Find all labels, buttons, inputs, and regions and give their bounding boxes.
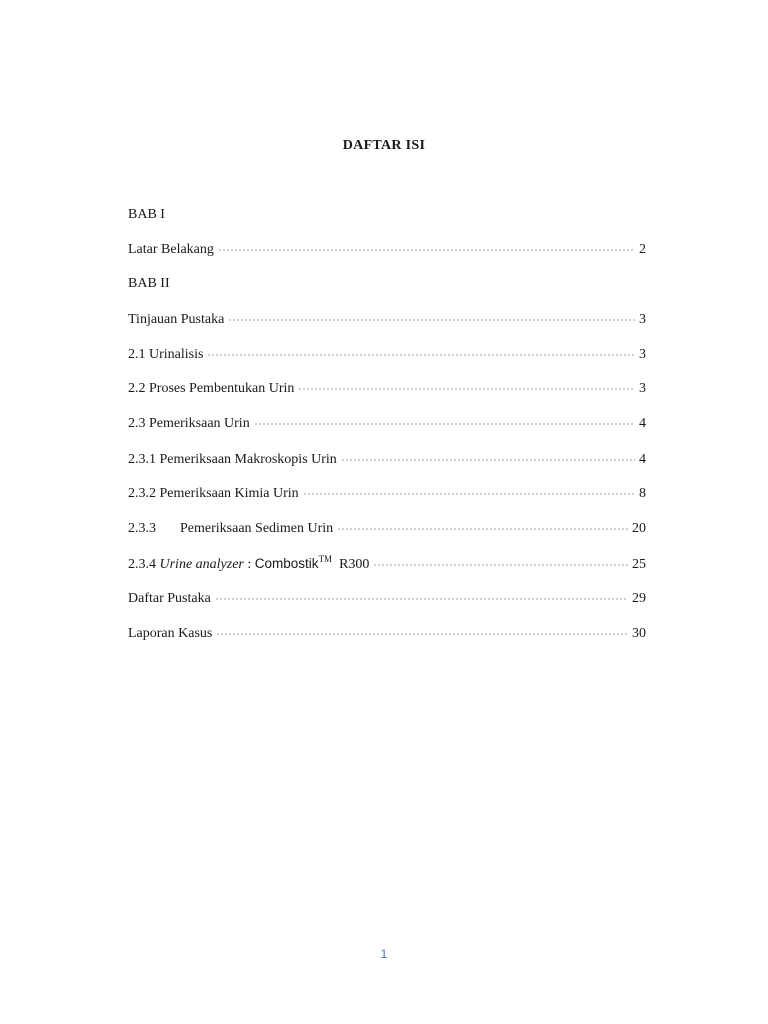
dot-leader	[216, 633, 628, 635]
toc-entry	[128, 556, 646, 576]
dot-leader	[254, 423, 635, 425]
page-title: DAFTAR ISI	[342, 138, 426, 153]
toc-entry	[128, 486, 646, 506]
dot-leader	[298, 388, 635, 390]
toc-entry-label: 2.3 Pemeriksaan Urin	[128, 416, 250, 431]
toc-entry-label: 2.3.2 Pemeriksaan Kimia Urin	[128, 486, 299, 501]
toc-entry-page: 25	[632, 557, 646, 572]
toc-entry-page: 3	[639, 347, 646, 362]
dot-leader	[337, 528, 628, 530]
toc-entry-separator: :	[247, 557, 252, 572]
toc-entry-page: 3	[639, 381, 646, 396]
trademark-mark: TM	[318, 554, 333, 564]
dot-leader	[303, 493, 635, 495]
toc-entry-label: Laporan Kasus	[128, 626, 213, 641]
toc-entry-page: 2	[639, 242, 646, 257]
toc-entry-brand: Combostik	[254, 556, 319, 571]
toc-entry-number: 2.3.3	[128, 521, 156, 536]
section-heading-bab-1: BAB I	[128, 207, 165, 222]
toc-entry	[128, 242, 646, 262]
toc-entry	[128, 312, 646, 332]
toc-entry	[128, 416, 646, 436]
toc-entry-page: 30	[632, 626, 646, 641]
toc-entry	[128, 381, 646, 401]
dot-leader	[228, 319, 635, 321]
toc-entry-label: Latar Belakang	[128, 242, 214, 257]
toc-entry-label: Daftar Pustaka	[128, 591, 211, 606]
toc-entry-page: 4	[639, 452, 646, 467]
toc-entry	[128, 591, 646, 611]
toc-entry-page: 4	[639, 416, 646, 431]
dot-leader	[341, 459, 635, 461]
toc-entry-label	[128, 521, 333, 537]
toc-entry-label: 2.2 Proses Pembentukan Urin	[128, 381, 295, 396]
toc-entry-model: R300	[339, 557, 370, 572]
toc-entry-label: 2.3.1 Pemeriksaan Makroskopis Urin	[128, 452, 337, 467]
section-heading-bab-2: BAB II	[128, 276, 170, 291]
toc-entry-page: 8	[639, 486, 646, 501]
toc-entry-label: Tinjauan Pustaka	[128, 312, 225, 327]
toc-entry	[128, 347, 646, 367]
toc-entry	[128, 626, 646, 646]
toc-entry-page: 20	[632, 521, 646, 536]
dot-leader	[215, 598, 628, 600]
dot-leader	[373, 564, 628, 566]
toc-entry-italic-term: Urine analyzer	[159, 557, 244, 572]
toc-entry-page: 29	[632, 591, 646, 606]
toc-entry-number: 2.3.4	[128, 557, 156, 572]
toc-entry	[128, 452, 646, 472]
toc-entry-label: 2.1 Urinalisis	[128, 347, 204, 362]
dot-leader	[218, 249, 635, 251]
footer-page-number: 1	[380, 947, 388, 961]
toc-entry-label	[128, 556, 369, 573]
dot-leader	[207, 354, 635, 356]
toc-entry	[128, 521, 646, 541]
toc-entry-page: 3	[639, 312, 646, 327]
toc-entry-title: Pemeriksaan Sedimen Urin	[180, 521, 334, 536]
